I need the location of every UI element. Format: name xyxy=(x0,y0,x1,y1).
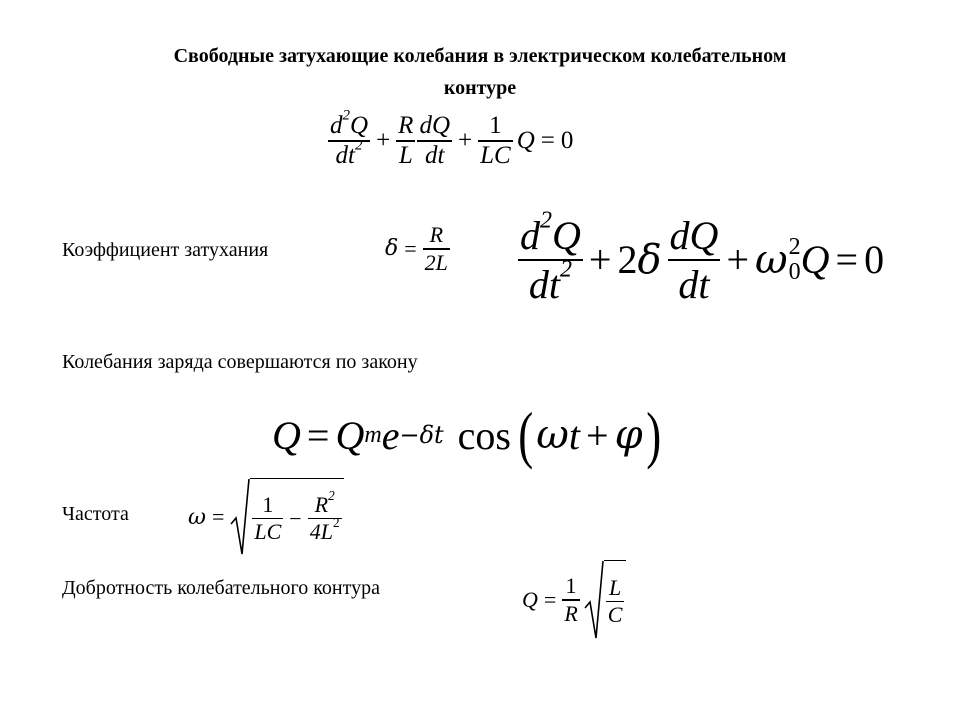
equation-quality-factor: Q = $\frac{1}{R}$ $\frac{L}{C}$ xyxy=(522,560,626,640)
title-line-2: контуре xyxy=(443,77,517,99)
sqrt-frequency: $\frac{1}{LC}$ − $\frac{R^2}{4L^2}$ xyxy=(230,478,343,556)
label-damping-coefficient: Коэффициент затухания xyxy=(62,239,269,261)
label-frequency: Частота xyxy=(62,503,129,525)
fraction-d2q-dt2-large: $\frac{d^2Q}{dt^2}$ xyxy=(520,207,581,307)
fraction-r-over-2l: $\frac{R}{2L}$ xyxy=(424,222,448,275)
slide-title xyxy=(0,40,960,104)
fraction-1-over-r: $\frac{1}{R}$ xyxy=(564,573,578,626)
fraction-dq-dt-large: $\frac{dQ}{dt}$ xyxy=(669,213,719,307)
fraction-dq-dt: $\frac{dQ}{dt}$ xyxy=(419,112,451,169)
fraction-r-over-l: $\frac{R}{L}$ xyxy=(398,112,414,169)
label-charge-law: Колебания заряда совершаются по закону xyxy=(62,351,418,373)
equation-charge-law: Q = Q m e −δt cos ( ω t + φ ) xyxy=(272,399,661,470)
label-quality-factor: Добротность колебательного контура xyxy=(62,577,380,599)
equation-frequency: ω = $\frac{1}{LC}$ − $\frac{R^2}{4L^2}$ xyxy=(188,478,344,556)
equation-damping-coefficient: δ = $\frac{R}{2L}$ xyxy=(385,222,448,275)
equation-oscillation-basic: $\frac{d^2Q}{dt^2}$ + $\frac{R}{L}$ $\frac{dQ}{dt}$ + $\frac{1}{LC}$ Q = 0 xyxy=(330,107,574,169)
fraction-d2q-dt2: $\frac{d^2Q}{dt^2}$ xyxy=(330,107,369,169)
equation-oscillation-damped: $\frac{d^2Q}{dt^2}$ + 2 δ $\frac{dQ}{dt}$ + ω 2 0 Q = 0 xyxy=(520,207,885,307)
fraction-1-over-lc: $\frac{1}{LC}$ xyxy=(480,112,511,169)
sqrt-quality: $\frac{L}{C}$ xyxy=(584,560,627,640)
title-line-1: Свободные затухающие колебания в электрическом колебательном xyxy=(173,45,787,67)
